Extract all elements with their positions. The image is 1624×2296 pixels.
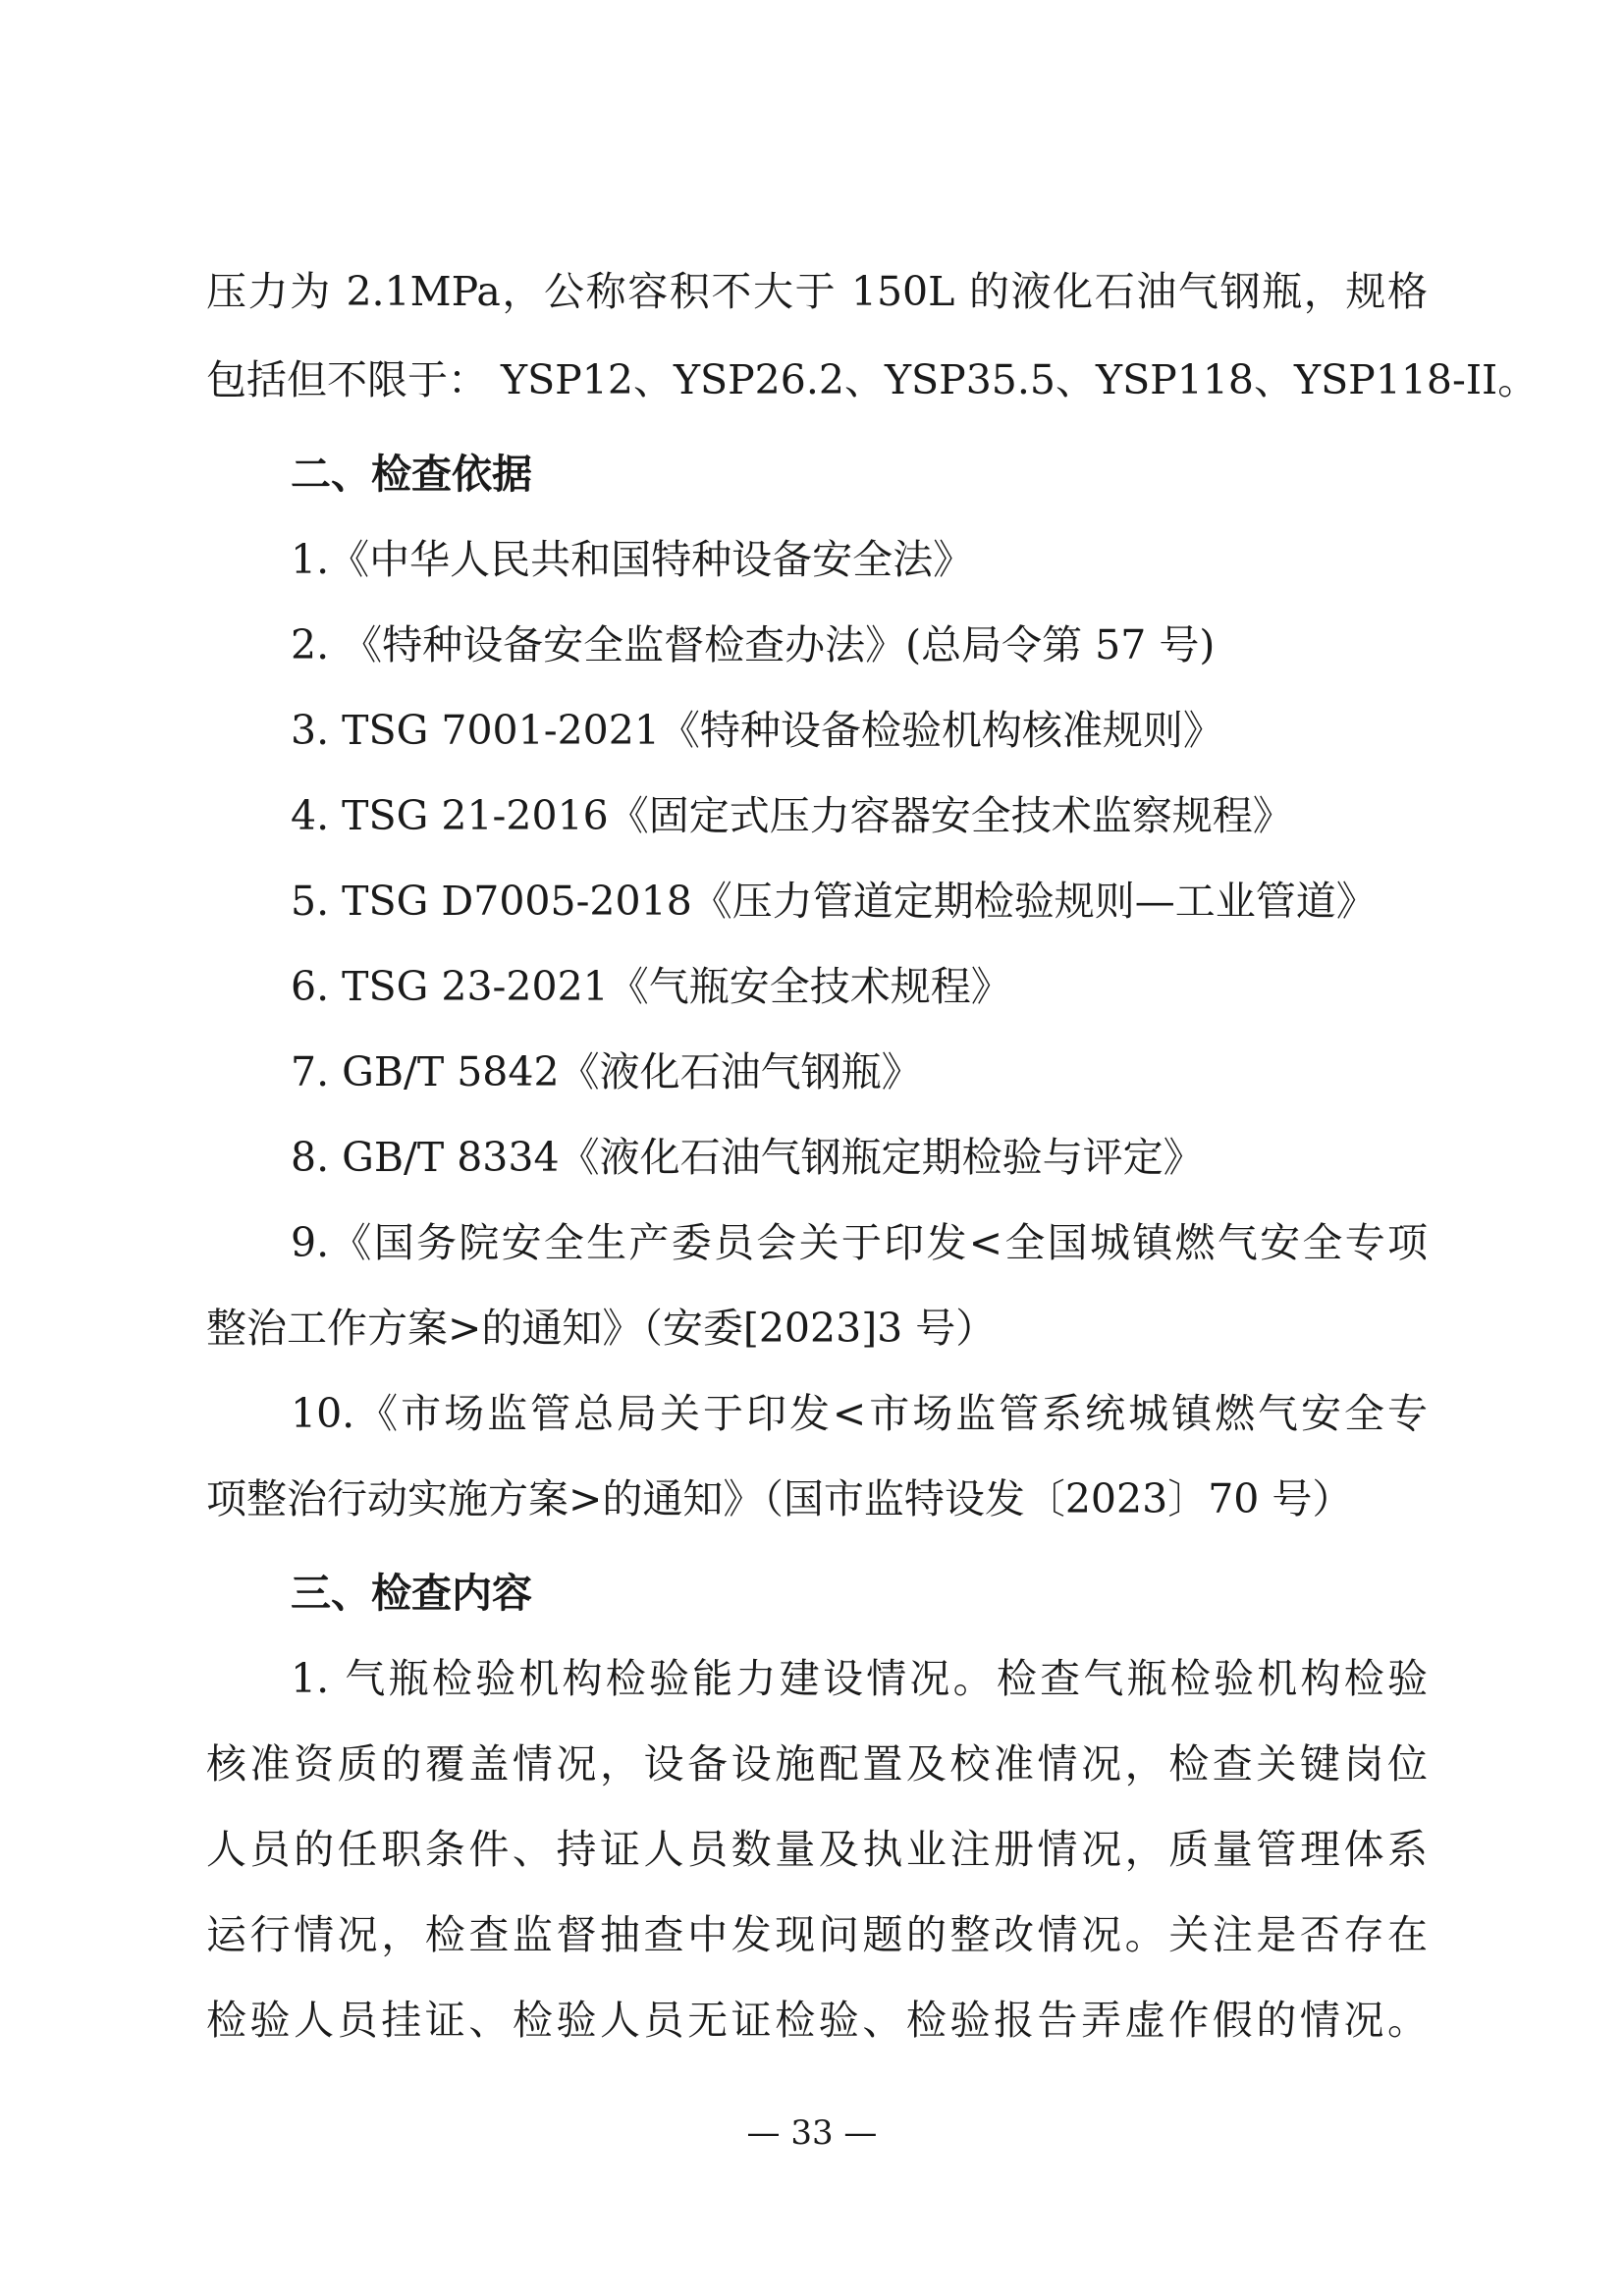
basis-item-9-line-2: 整治工作方案>的通知》（安委[2023]3 号）: [206, 1305, 997, 1352]
content-line-4: 运行情况，检查监督抽查中发现问题的整改情况。关注是否存在: [206, 1911, 1428, 1958]
basis-item-8: 8. GB/T 8334《液化石油气钢瓶定期检验与评定》: [291, 1134, 1204, 1181]
basis-item-7: 7. GB/T 5842《液化石油气钢瓶》: [291, 1048, 922, 1095]
basis-item-9-line-1: 9.《国务院安全生产委员会关于印发<全国城镇燃气安全专项: [291, 1219, 1428, 1266]
content-line-1: 1. 气瓶检验机构检验能力建设情况。检查气瓶检验机构检验: [291, 1655, 1428, 1702]
basis-item-5: 5. TSG D7005-2018《压力管道定期检验规则—工业管道》: [291, 878, 1377, 925]
basis-item-2: 2. 《特种设备安全监督检查办法》(总局令第 57 号): [291, 621, 1216, 668]
basis-item-10-line-2: 项整治行动实施方案>的通知》（国市监特设发〔2023〕70 号）: [206, 1475, 1353, 1522]
content-line-2: 核准资质的覆盖情况，设备设施配置及校准情况，检查关键岗位: [206, 1740, 1428, 1788]
content-line-3: 人员的任职条件、持证人员数量及执业注册情况，质量管理体系: [206, 1826, 1428, 1873]
intro-line-2: 包括但不限于： YSP12、YSP26.2、YSP35.5、YSP118、YSP118-II。: [206, 356, 1539, 403]
basis-item-4: 4. TSG 21-2016《固定式压力容器安全技术监察规程》: [291, 792, 1293, 839]
section-heading-content: 三、检查内容: [291, 1570, 532, 1617]
basis-item-3: 3. TSG 7001-2021《特种设备检验机构核准规则》: [291, 707, 1223, 754]
basis-item-10-line-1: 10.《市场监管总局关于印发<市场监管系统城镇燃气安全专: [291, 1390, 1428, 1437]
intro-line-1: 压力为 2.1MPa，公称容积不大于 150L 的液化石油气钢瓶，规格: [206, 268, 1428, 315]
basis-item-6: 6. TSG 23-2021《气瓶安全技术规程》: [291, 963, 1011, 1010]
content-line-5: 检验人员挂证、检验人员无证检验、检验报告弄虚作假的情况。: [206, 1997, 1428, 2044]
page-number: — 33 —: [746, 2113, 878, 2153]
basis-item-1: 1.《中华人民共和国特种设备安全法》: [291, 536, 974, 583]
section-heading-basis: 二、检查依据: [291, 451, 532, 498]
